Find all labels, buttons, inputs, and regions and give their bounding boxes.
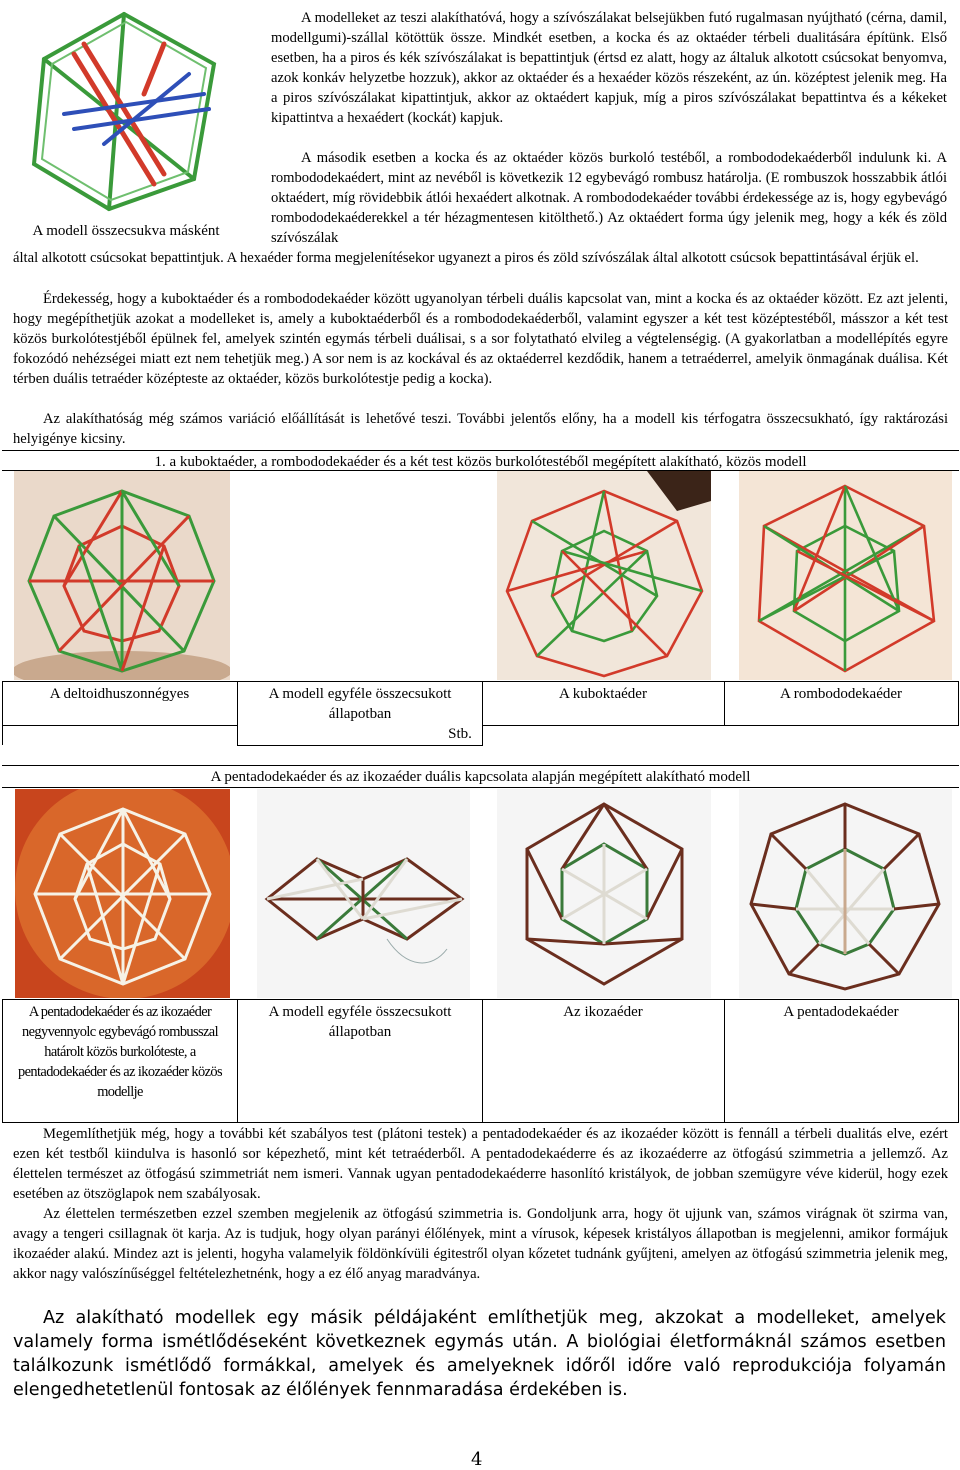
repetition-paragraph: Az alakítható modellek egy másik példájaként említhetjük meg, akzokat a modelleket, amelyek valamely forma ismétlődéseként következnek egymás után. A biológiai életformáknál számos esetben találkozunk ismétlődő formákkal, amelyek és amelyeknek időről időre való reprodukciója folyamán elengedhetetlenül fontosak az élőlények fennmaradása érdekében is.: [13, 1308, 946, 1400]
rhombic-dodecahedron-photo: [739, 471, 952, 680]
dodecahedron-photo: [739, 789, 952, 998]
triacontahedron-caption: A pentadodekaéder és az ikozaéder negyvennyolc egybevágó rombusszal határolt közös burkolóteste, a pentadodekaéder és az ikozaéder közös modellje: [18, 1004, 222, 1100]
rhombic-paragraph-continued: által alkotott csúcsokat bepattintjuk. A hexaéder forma megjelenítésekor ugyanezt a piros és zöld szívószálak által alkotott csúcsok bepattintásával érjük el.: [13, 250, 919, 266]
intro-paragraph: A modelleket az teszi alakíthatóvá, hogy a szívószálakat belsejükben futó rugalmasan nyújtható (cérna, damil, modellgumi)-szállal kötöttük össze. Mindkét esetben, a kocka és az oktaéder térbeli dualitására építünk. Első esetben, ha a piros és kék szívószálakat is bepattintjuk (értsd ez alatt, hogy az általuk alkotott csúcsokat benyomva, azok konkáv helyzetbe hozzuk), akkor az oktaéder és a hexaéder közös részeként, az ún. középtest jelenik meg. Ha a piros szívószálakat kipattintjuk, akkor az oktaédert kapjuk, míg a piros szívószálakat bepattintva és a kékeket kipattintva a hexaédert (kockát) kapjuk.: [271, 10, 947, 126]
duality-paragraph: Érdekesség, hogy a kuboktaéder és a rombododekaéder között ugyanolyan térbeli duális kapcsolat van, mint a kocka és az oktaéder között. Ez azt jelenti, hogy megépíthetjük azokat a modelleket is, amely a kuboktaéderből és a rombododekaéderből, valamint egyszer a két test középtestéből, másszor a két test közös burkolótestjéből épülnek fel, amelyek szintén egymás térbeli duálisai, s a sor folytatható elvileg a végtelenségig. (A gyakorlatban a modellépítés egyre fokozódó nehézségei miatt ezt nem tehetjük meg.) A sor nem is az kockával és az oktaéderrel kezdődik, hanem a tetraéderrel, amelyik önmagának duálisa. Két térben duális tetraéder középteste az oktaéder, közös burkolótestje pedig a kocka).: [13, 291, 948, 387]
deltoidal-caption: A deltoidhuszonnégyes: [49, 686, 190, 702]
advantage-paragraph: Az alakíthatóság még számos variáció előállítását is lehetővé teszi. További jelentős előny, ha a modell kis térfogatra összecsukható, így raktározási helyigénye kicsiny.: [13, 411, 948, 447]
dodecahedron-caption: A pentadodekaéder: [783, 1004, 899, 1020]
rhombic-dodecahedron-caption: A rombododekaéder: [779, 686, 903, 702]
icosahedron-caption: Az ikozaéder: [563, 1004, 643, 1020]
rhombic-paragraph: A második esetben a kocka és az oktaéder közös burkoló testéből, a rombododekaéderből indulunk ki. A rombododekaédert, mint az nevéből is következik 12 egybevágó rombusz határolja. (E rombuszok hosszabbik átlói oktaédert, míg rövidebbik átlói hexaédert alkotnak. A rombododekaéder további érdekessége az is, hogy egybevágó rombododekaéderekkel a tér hézagmentesen kitölthető.) Az oktaédert forma úgy jelenik meg, hogy a kék és zöld szívószálak: [271, 150, 947, 246]
folded-model-3-photo: [257, 789, 470, 998]
folded-model-3-caption: A modell egyféle összecsukott állapotban: [268, 1004, 452, 1040]
folded-model-2-photo: [497, 471, 711, 680]
folded-model-photo: [14, 4, 228, 214]
folded-model-2-caption: A modell egyféle összecsukott állapotban: [268, 686, 452, 722]
platonic-paragraph: Megemlíthetjük még, hogy a további két szabályos test (plátoni testek) a pentadodekaéder és az ikozaéder között is fennáll a térbeli dualitás elve, ezért ezen két testből kiindulva is hasonló sor képezhető, mint két tetraéderből. A pentadodekaéderre és az ikozaéderre az ötfogású szimmetria a jellemző. Az élettelen természet az ötfogású szimmetriát nem ismeri. Vannak ugyan pentadodekaéderre hasonlító kristályok, de jobban szemügyre véve kiderül, hogy ezek esetében az ötszöglapok nem szabályosak.: [13, 1126, 948, 1202]
cuboctahedron-caption: A kuboktaéder: [559, 686, 647, 702]
deltoidal-icositetrahedron-photo: [14, 471, 230, 680]
page-number: 4: [471, 1449, 483, 1470]
folded-model-caption: A modell összecsukva másként: [32, 223, 220, 239]
rhombic-triacontahedron-photo: [15, 789, 230, 998]
etc-label: Stb.: [448, 726, 472, 742]
symmetry-paragraph: Az élettelen természetben ezzel szemben megjelenik az ötfogású szimmetria is. Gondoljunk arra, hogy öt ujjunk van, számos virágnak öt szirma van, avagy a tengeri csillagnak öt karja. Az is tudjuk, hogy olyan parányi élőlények, mint a vírusok, képesek kristályos állapotban is megjelenni, amikor formájuk ikozaéder alakú. Mindez azt is jelenti, hogyha valamelyik földönkívüli égitestről olyan kőzetet tudnánk gyűjteni, amelyen az ötfogású szimmetria jelenik meg, akkor nagy valószínűséggel feltételezhetnénk, hogy a ez élő anyag maradványa.: [13, 1206, 948, 1282]
icosahedron-photo: [497, 789, 711, 998]
cuboctahedron-table-title: 1. a kuboktaéder, a rombododekaéder és a két test közös burkolótestéből megépített alakítható, közös modell: [154, 454, 807, 470]
dodecahedron-table-title: A pentadodekaéder és az ikozaéder duális kapcsolata alapján megépített alakítható modell: [210, 769, 751, 785]
